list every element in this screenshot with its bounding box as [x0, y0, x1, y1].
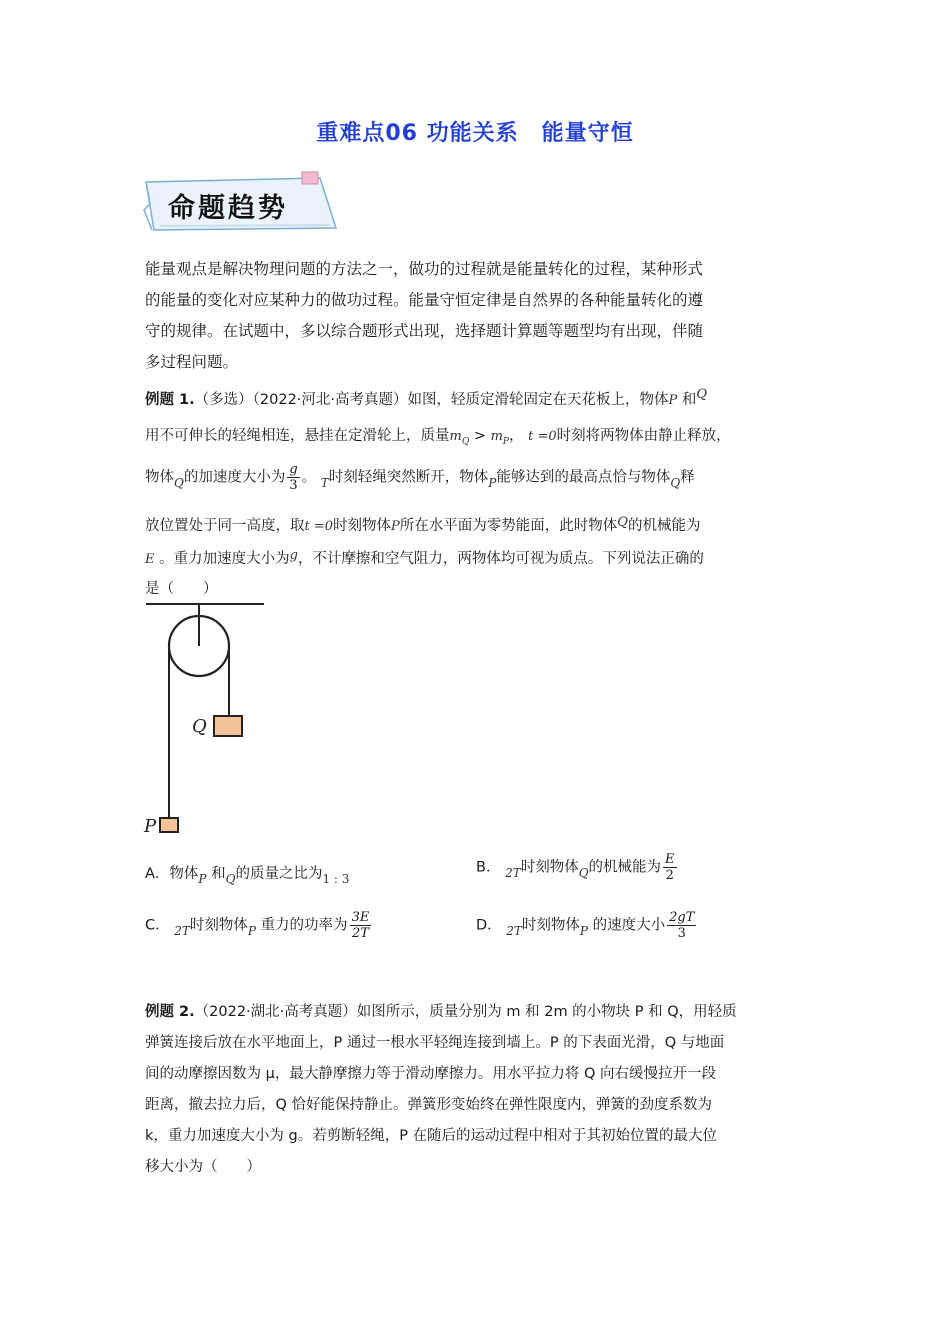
intro-line: 的能量的变化对应某种力的做功过程。能量守恒定律是自然界的各种能量转化的遵 [145, 291, 704, 309]
q2-line: k，重力加速度大小为 g。若剪断轻绳，P 在随后的运动过程中相对于其初始位置的最大位 [145, 1128, 718, 1144]
label-q: Q [192, 716, 207, 737]
page-title: 重难点06 功能关系 能量守恒 [316, 121, 634, 146]
option-d[interactable]: D． $_{2T}$时刻物体$_P$ 的速度大小 $\frac{2gT}{3}$ [476, 910, 695, 941]
q1-text: 时刻轻绳突然断开，物体 [328, 469, 489, 486]
intro-line: 能量观点是解决物理问题的方法之一，做功的过程就是能量转化的过程，某种形式 [145, 260, 704, 278]
q1-line-5 [145, 547, 704, 568]
q1-text: 的机械能为 [627, 518, 701, 534]
math-symbol: Q [617, 515, 628, 530]
q1-text: ， [508, 428, 524, 444]
math-symbol: t =0 [304, 519, 334, 534]
q1-line-6: 是（ ） [145, 581, 218, 597]
q1-line-3 [145, 462, 695, 493]
q1-text: 的加速度大小为 [183, 469, 286, 486]
label-p: P [144, 816, 157, 837]
q1-line-4 [145, 514, 700, 535]
math-symbol: Q [461, 436, 470, 447]
q2-line: 移大小为（ ） [145, 1159, 261, 1175]
math-symbol: Q [174, 475, 184, 490]
q1-text: 释 [680, 469, 695, 486]
intro-line: 守的规律。在试题中，多以综合题形式出现，选择题计算题等题型均有出现，伴随 [145, 322, 704, 340]
option-c[interactable]: C． $_{2T}$时刻物体$_P$ 重力的功率为 $\frac{3E}{2T}$ [145, 910, 370, 941]
intro-line: 多过程问题。 [145, 353, 239, 371]
q2-line-1: 例题 2.（2022·湖北·高考真题）如图所示，质量分别为 m 和 2m 的小物块 P 和 Q，用轻质 [145, 1004, 737, 1020]
math-symbol: g [289, 548, 298, 563]
math-symbol: P [668, 393, 678, 408]
math-symbol: T [320, 475, 329, 490]
math-symbol: E [145, 552, 155, 567]
q1-text: 和 [681, 392, 697, 408]
q1-line-2 [145, 424, 731, 447]
block-p [160, 818, 178, 832]
math-symbol: P [391, 519, 400, 534]
option-b[interactable]: B． $_{2T}$时刻物体$_Q$的机械能为 $\frac{E}{2}$ [476, 852, 675, 883]
section-banner-title: 命题趋势 [168, 193, 288, 224]
math-symbol: m [490, 429, 503, 444]
option-a[interactable]: A．物体$_P$ 和$_Q$的质量之比为$_{1 : 3}$ [145, 866, 350, 886]
q1-text: 时刻物体 [333, 518, 392, 534]
block-q [214, 716, 242, 736]
math-symbol: > [473, 428, 486, 444]
q1-text: 。重力加速度大小为 [159, 551, 290, 567]
q1-text: （多选）（2022·河北·高考真题）如图，轻质定滑轮固定在天花板上，物体 [194, 392, 669, 408]
q2-label: 例题 2. [145, 1004, 195, 1020]
q1-text: 放位置处于同一高度，取 [145, 518, 305, 534]
q1-text: 用不可伸长的轻绳相连，悬挂在定滑轮上，质量 [145, 428, 450, 444]
q1-label: 例题 1. [145, 392, 195, 408]
q2-line: 弹簧连接后放在水平地面上，P 通过一根水平轻绳连接到墙上。P 的下表面光滑，Q 与地面 [145, 1035, 725, 1051]
math-symbol: Q [696, 387, 708, 402]
q1-text: 能够达到的最高点恰与物体 [496, 469, 671, 486]
math-symbol: P [488, 475, 497, 490]
q1-text: 所在水平面为零势能面，此时物体 [399, 518, 618, 534]
math-symbol: t =0 [528, 429, 557, 444]
math-symbol: m [449, 429, 462, 444]
q1-line-1 [145, 388, 707, 409]
q2-line: 距离，撤去拉力后，Q 恰好能保持静止。弹簧形变始终在弹性限度内，弹簧的劲度系数为 [145, 1097, 713, 1113]
pulley-diagram [140, 598, 270, 838]
math-symbol: Q [670, 475, 681, 490]
q1-text: 物体 [145, 469, 174, 486]
fraction-g-over-3: $\frac{g}{3}$ [289, 462, 298, 493]
q2-line: 间的动摩擦因数为 μ，最大静摩擦力等于滑动摩擦力。用水平拉力将 Q 向右缓慢拉开一段 [145, 1066, 716, 1082]
q1-text: ，不计摩擦和空气阻力，两物体均可视为质点。下列说法正确的 [297, 551, 704, 567]
q1-text: 。 [301, 469, 317, 486]
math-symbol: P [502, 436, 509, 447]
q1-text: 时刻将两物体由静止释放， [556, 428, 731, 444]
